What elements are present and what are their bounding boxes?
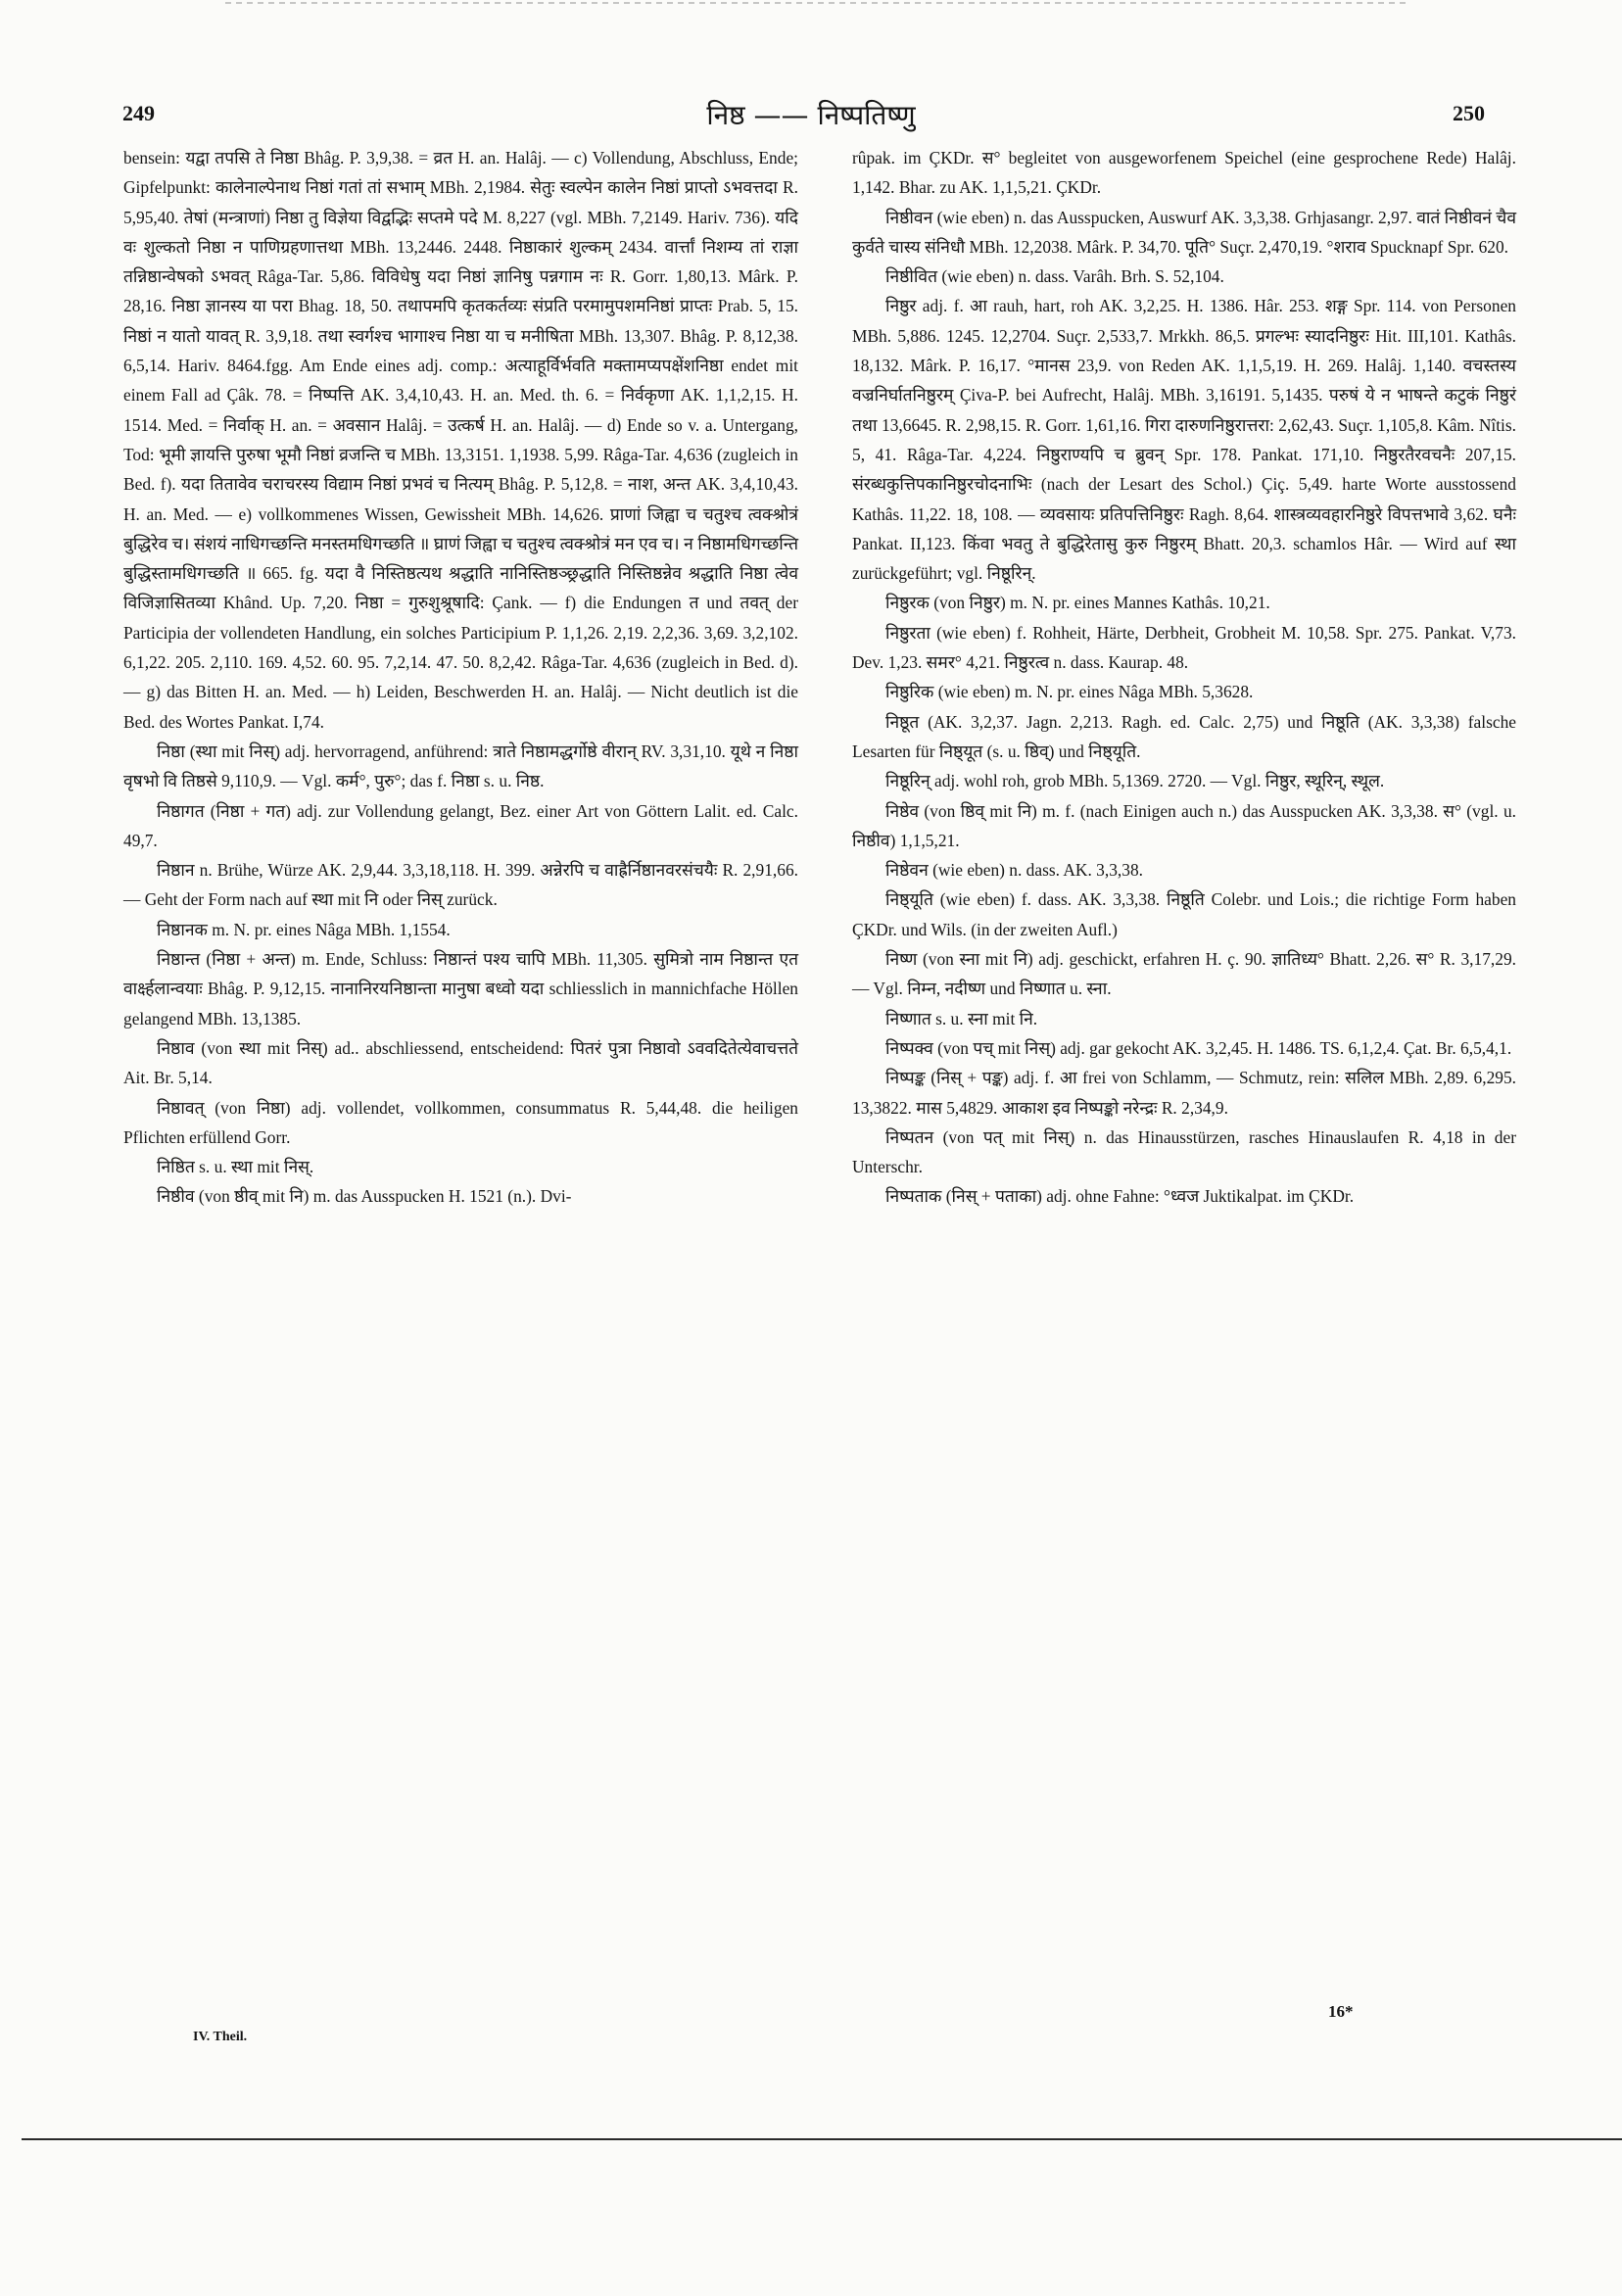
- dictionary-entry: निष्ठागत (निष्ठा + गत) adj. zur Vollendung gelangt, Bez. einer Art von Göttern Lalit. ed. Calc. 49,7.: [123, 800, 798, 850]
- top-edge-rule: [225, 2, 1410, 4]
- dictionary-entry: निष्ठेव (von ष्ठिव् mit नि) m. f. (nach Einigen auch n.) das Ausspucken AK. 3,3,38. स° (vgl. u. निष्ठीव) 1,1,5,21.: [852, 800, 1516, 850]
- dictionary-entry: निष्ण (von स्ना mit नि) adj. geschickt, erfahren H. ç. 90. ज्ञातिध्य° Bhatt. 2,26. स° R. 3,17,29. — Vgl. निम्न, नदीष्ण und निष्णात u. स्ना.: [852, 949, 1516, 999]
- dictionary-entry: निष्ठुरता (wie eben) f. Rohheit, Härte, Derbheit, Grobheit M. 10,58. Spr. 275. Pankat. V,73. Dev. 1,23. समर° 4,21. निष्ठुरत्व n. dass. Kaurap. 48.: [852, 622, 1516, 673]
- dictionary-entry: निष्पताक (निस् + पताका) adj. ohne Fahne: °ध्वज Juktikalpat. im ÇKDr.: [885, 1186, 1355, 1207]
- dictionary-entry: निष्पक्व (von पच् mit निस्) adj. gar gekocht AK. 3,2,45. H. 1486. TS. 6,1,2,4. Çat. Br. 6,5,4,1.: [885, 1037, 1512, 1058]
- sheet-signature: 16*: [1328, 2002, 1354, 2021]
- dictionary-entry: निष्ठूत (AK. 3,2,37. Jagn. 2,213. Ragh. ed. Calc. 2,75) und निष्ठूति (AK. 3,3,38) falsche Lesarten für निष्ठ्यूत (s. u. ष्ठिव्) und निष्ठ्यूति.: [852, 711, 1516, 761]
- dictionary-entry: निष्ठुरक (von निष्ठुर) m. N. pr. eines Mannes Kathâs. 10,21.: [885, 593, 1270, 613]
- dictionary-entry: निष्ठानक m. N. pr. eines Nâga MBh. 1,1554.: [157, 919, 451, 939]
- dictionary-entry: निष्ठुर adj. f. आ rauh, hart, roh AK. 3,2,25. H. 1386. Hâr. 253. शङ्ग Spr. 114. von Personen MBh. 5,886. 1245. 12,2704. Suçr. 2,533,7. Mrkkh. 86,5. प्रगल्भः स्यादनिष्ठुरः Hit. III,101. Kathâs. 18,132. Mârk. P. 16,17. °मानस 23,9. von Reden AK. 1,1,5,19. H. 269. Halâj. 1,140. वचस्तस्य वज्रनिर्घातनिष्ठुरम् Çiva-P. bei Aufrecht, Halâj. MBh. 3,16191. 5,1435. परुषं ये न भाषन्ते कटुकं निष्ठुरं तथा 13,6645. R. 2,98,15. R. Gorr. 1,61,16. गिरा दारुणनिष्ठुरात्तरा: 2,62,43. Suçr. 1,105,8. Kâm. Nîtis. 5, 41. Râga-Tar. 4,224. निष्ठुराण्यपि च ब्रुवन् Spr. 178. Pankat. 171,10. निष्ठुरतैरवचनैः 207,15. संरब्धकुत्तिपकानिष्ठुरचोदनाभिः (nach der Lesart des Schol.) Çiç. 5,49. harte Worte ausstossend Kathâs. 11,22. 18, 108. — व्यवसायः प्रतिपत्तिनिष्ठुरः Ragh. 8,64. शास्त्रव्यवहारनिष्ठुरे विपत्तभावे 3,62. घनैः Pankat. II,123. किंवा भवतु ते बुद्धिरेतासु कुरु निष्ठुरम् Bhatt. 20,3. schamlos Hâr. — Wird auf स्था zurückgeführt; vgl. निष्ठूरिन्.: [852, 296, 1516, 584]
- dictionary-entry: निष्ठूरिन् adj. wohl roh, grob MBh. 5,1369. 2720. — Vgl. निष्ठुर, स्थूरिन्, स्थूल.: [885, 771, 1385, 791]
- dictionary-entry: निष्पतन (von पत् mit निस्) n. das Hinausstürzen, rasches Hinauslaufen R. 4,18 in der Unterschr.: [852, 1126, 1516, 1177]
- right-column: [852, 143, 1516, 1212]
- dictionary-entry: निष्पङ्क (निस् + पङ्क) adj. f. आ frei von Schlamm, — Schmutz, rein: सलिल MBh. 2,89. 6,295. 13,3822. मास 5,4829. आकाश इव निष्पङ्को नरेन्द्रः R. 2,34,9.: [852, 1068, 1516, 1118]
- running-headword: निष्ठ —— निष्पतिष्णु: [706, 99, 916, 131]
- dictionary-entry: निष्ठुरिक (wie eben) m. N. pr. eines Nâga MBh. 5,3628.: [885, 682, 1254, 702]
- dictionary-entry: निष्ठान n. Brühe, Würze AK. 2,9,44. 3,3,18,118. H. 399. अन्नेरपि च वाह्रैर्निष्ठानवरसंचयैः R. 2,91,66. — Geht der Form nach auf स्था mit नि oder निस् zurück.: [123, 860, 798, 910]
- dictionary-entry: निष्ठीवित (wie eben) n. dass. Varâh. Brh. S. 52,104.: [885, 266, 1224, 287]
- entry-continuation: rûpak. im ÇKDr. स° begleitet von ausgeworfenem Speichel (eine gesprochene Rede) Halâj. 1,142. Bhar. zu AK. 1,1,5,21. ÇKDr.: [852, 148, 1516, 198]
- left-page-number: 249: [122, 101, 155, 125]
- bottom-rule: [22, 2138, 1622, 2140]
- dictionary-entry: निष्ठा (स्था mit निस्) adj. hervorragend, anführend: त्राते निष्ठामद्धर्गोष्ठे वीरान् RV. 3,31,10. यूथे न निष्ठा वृषभो वि तिष्ठसे 9,110,9. — Vgl. कर्म°, पुरु°; das f. निष्ठा s. u. निष्ठ.: [123, 741, 798, 791]
- dictionary-entry: निष्णात s. u. स्ना mit नि.: [885, 1008, 1038, 1028]
- entry-continuation: bensein: यद्वा तपसि ते निष्ठा Bhâg. P. 3,9,38. = व्रत H. an. Halâj. — c) Vollendung, Abschluss, Ende; Gipfelpunkt: कालेनाल्पेनाथ निष्ठां गतां तां सभाम् MBh. 2,1984. सेतुः स्वल्पेन कालेन निष्ठां प्राप्तो ऽभवत्तदा R. 5,95,40. तेषां (मन्त्राणां) निष्ठा तु विज्ञेया विद्वद्भिः सप्तमे पदे M. 8,227 (vgl. MBh. 7,2149. Hariv. 736). यदि वः शुल्कतो निष्ठा न पाणिग्रहणात्तथा MBh. 13,2446. 2448. निष्ठाकारं शुल्कम् 2434. वार्त्तां निशम्य तां राज्ञा तन्निष्ठान्वेषको ऽभवत् Râga-Tar. 5,86. विविधेषु यदा निष्ठां ज्ञानिषु पन्नगाम नः R. Gorr. 1,80,13. Mârk. P. 28,16. निष्ठा ज्ञानस्य या परा Bhag. 18, 50. तथापमपि कृतकर्तव्यः संप्रति परमामुपशमनिष्ठां प्राप्तः Prab. 5, 15. निष्ठां न यातो यावत् R. 3,9,18. तथा स्वर्गश्च भागाश्च निष्ठा या च मनीषिता MBh. 13,307. Bhâg. P. 8,12,38. 6,5,14. Hariv. 8464.fgg. Am Ende eines adj. comp.: अत्याहूर्विर्भवति मक्तामप्यपक्षेंशनिष्ठा endet mit einem Fall ad Çâk. 78. = निष्पत्ति AK. 3,4,10,43. H. an. Med. th. 6. = निर्वकृणा AK. 1,1,2,15. H. 1514. Med. = निर्वाक् H. an. = अवसान Halâj. = उत्कर्ष H. an. Halâj. — d) Ende so v. a. Untergang, Tod: भूमी ज्ञायत्ति पुरुषा भूमौ निष्ठां व्रजन्ति च MBh. 13,3151. 1,1938. 5,99. Râga-Tar. 4,636 (zugleich in Bed. f). यदा तितावेव चराचरस्य विद्याम निष्ठां प्रभवं च नित्यम् Bhâg. P. 5,12,8. = नाश, अन्त AK. 3,4,10,43. H. an. Med. — e) vollkommenes Wissen, Gewissheit MBh. 14,626. प्राणां जिह्वा च चतुश्च त्वक्श्रोत्रं बुद्धिरेव च। संशयं नाधिगच्छन्ति मनस्तमधिगच्छति ॥ घ्राणं जिह्वा च चतुश्च त्वक्श्रोत्रं मन एव च। न निष्ठामधिगच्छन्ति बुद्धिस्तामधिगच्छति ॥ 665. fg. यदा वै निस्तिष्ठत्यथ श्रद्धाति नानिस्तिष्ठञ्छ्रद्धाति निस्तिष्ठन्नेव श्रद्धाति निष्ठा त्वेव विजिज्ञासितव्या Khând. Up. 7,20. निष्ठा = गुरुशुश्रूषादि: Çank. — f) die Endungen त und तवत् der Participia der vollendeten Handlung, ein solches Participium P. 1,1,26. 2,19. 2,2,36. 3,69. 3,2,102. 6,1,22. 205. 2,110. 169. 4,52. 60. 95. 7,2,14. 47. 50. 8,2,42. Râga-Tar. 4,636 (zugleich in Bed. d). — g) das Bitten H. an. Med. — h) Leiden, Beschwerden H. an. Halâj. — Nicht deutlich ist die Bed. des Wortes Pankat. I,74.: [123, 148, 798, 732]
- left-column: [123, 143, 798, 1212]
- dictionary-entry: निष्ठान्त (निष्ठा + अन्त) m. Ende, Schluss: निष्ठान्तं पश्य चापि MBh. 11,305. सुमित्रो नाम निष्ठान्त एत वार्क्ष्हलान्वयाः Bhâg. P. 9,12,15. नानानिरयनिष्ठान्ता मानुषा बध्वो यदा schliesslich in mannichfache Höllen gelangend MBh. 13,1385.: [123, 949, 798, 1028]
- dictionary-entry: निष्ठ्यूति (wie eben) f. dass. AK. 3,3,38. निष्ठूति Colebr. und Lois.; die richtige Form haben ÇKDr. und Wils. (in der zweiten Aufl.): [852, 889, 1516, 939]
- dictionary-entry: निष्ठीवन (wie eben) n. das Ausspucken, Auswurf AK. 3,3,38. Grhjasangr. 2,97. वातं निष्ठीवनं चैव कुर्वते चास्य संनिधौ MBh. 12,2038. Mârk. P. 34,70. पूति° Suçr. 2,470,19. °शराव Spucknapf Spr. 620.: [852, 207, 1516, 257]
- dictionary-entry: निष्ठित s. u. स्था mit निस्.: [157, 1157, 314, 1177]
- dictionary-entry: निष्ठीव (von ष्ठीव् mit नि) m. das Ausspucken H. 1521 (n.). Dvi-: [157, 1186, 572, 1207]
- dictionary-entry: निष्ठाव (von स्था mit निस्) ad.. abschliessend, entscheidend: पितरं पुत्रा निष्ठावो ऽववदितेत्येवाचत्तते Ait. Br. 5,14.: [123, 1037, 798, 1088]
- dictionary-entry: निष्ठेवन (wie eben) n. dass. AK. 3,3,38.: [885, 860, 1143, 881]
- right-page-number: 250: [1453, 101, 1485, 125]
- dictionary-entry: निष्ठावत् (von निष्ठा) adj. vollendet, vollkommen, consummatus R. 5,44,48. die heiligen Pflichten erfüllend Gorr.: [123, 1097, 798, 1147]
- volume-signature: IV. Theil.: [193, 2030, 248, 2044]
